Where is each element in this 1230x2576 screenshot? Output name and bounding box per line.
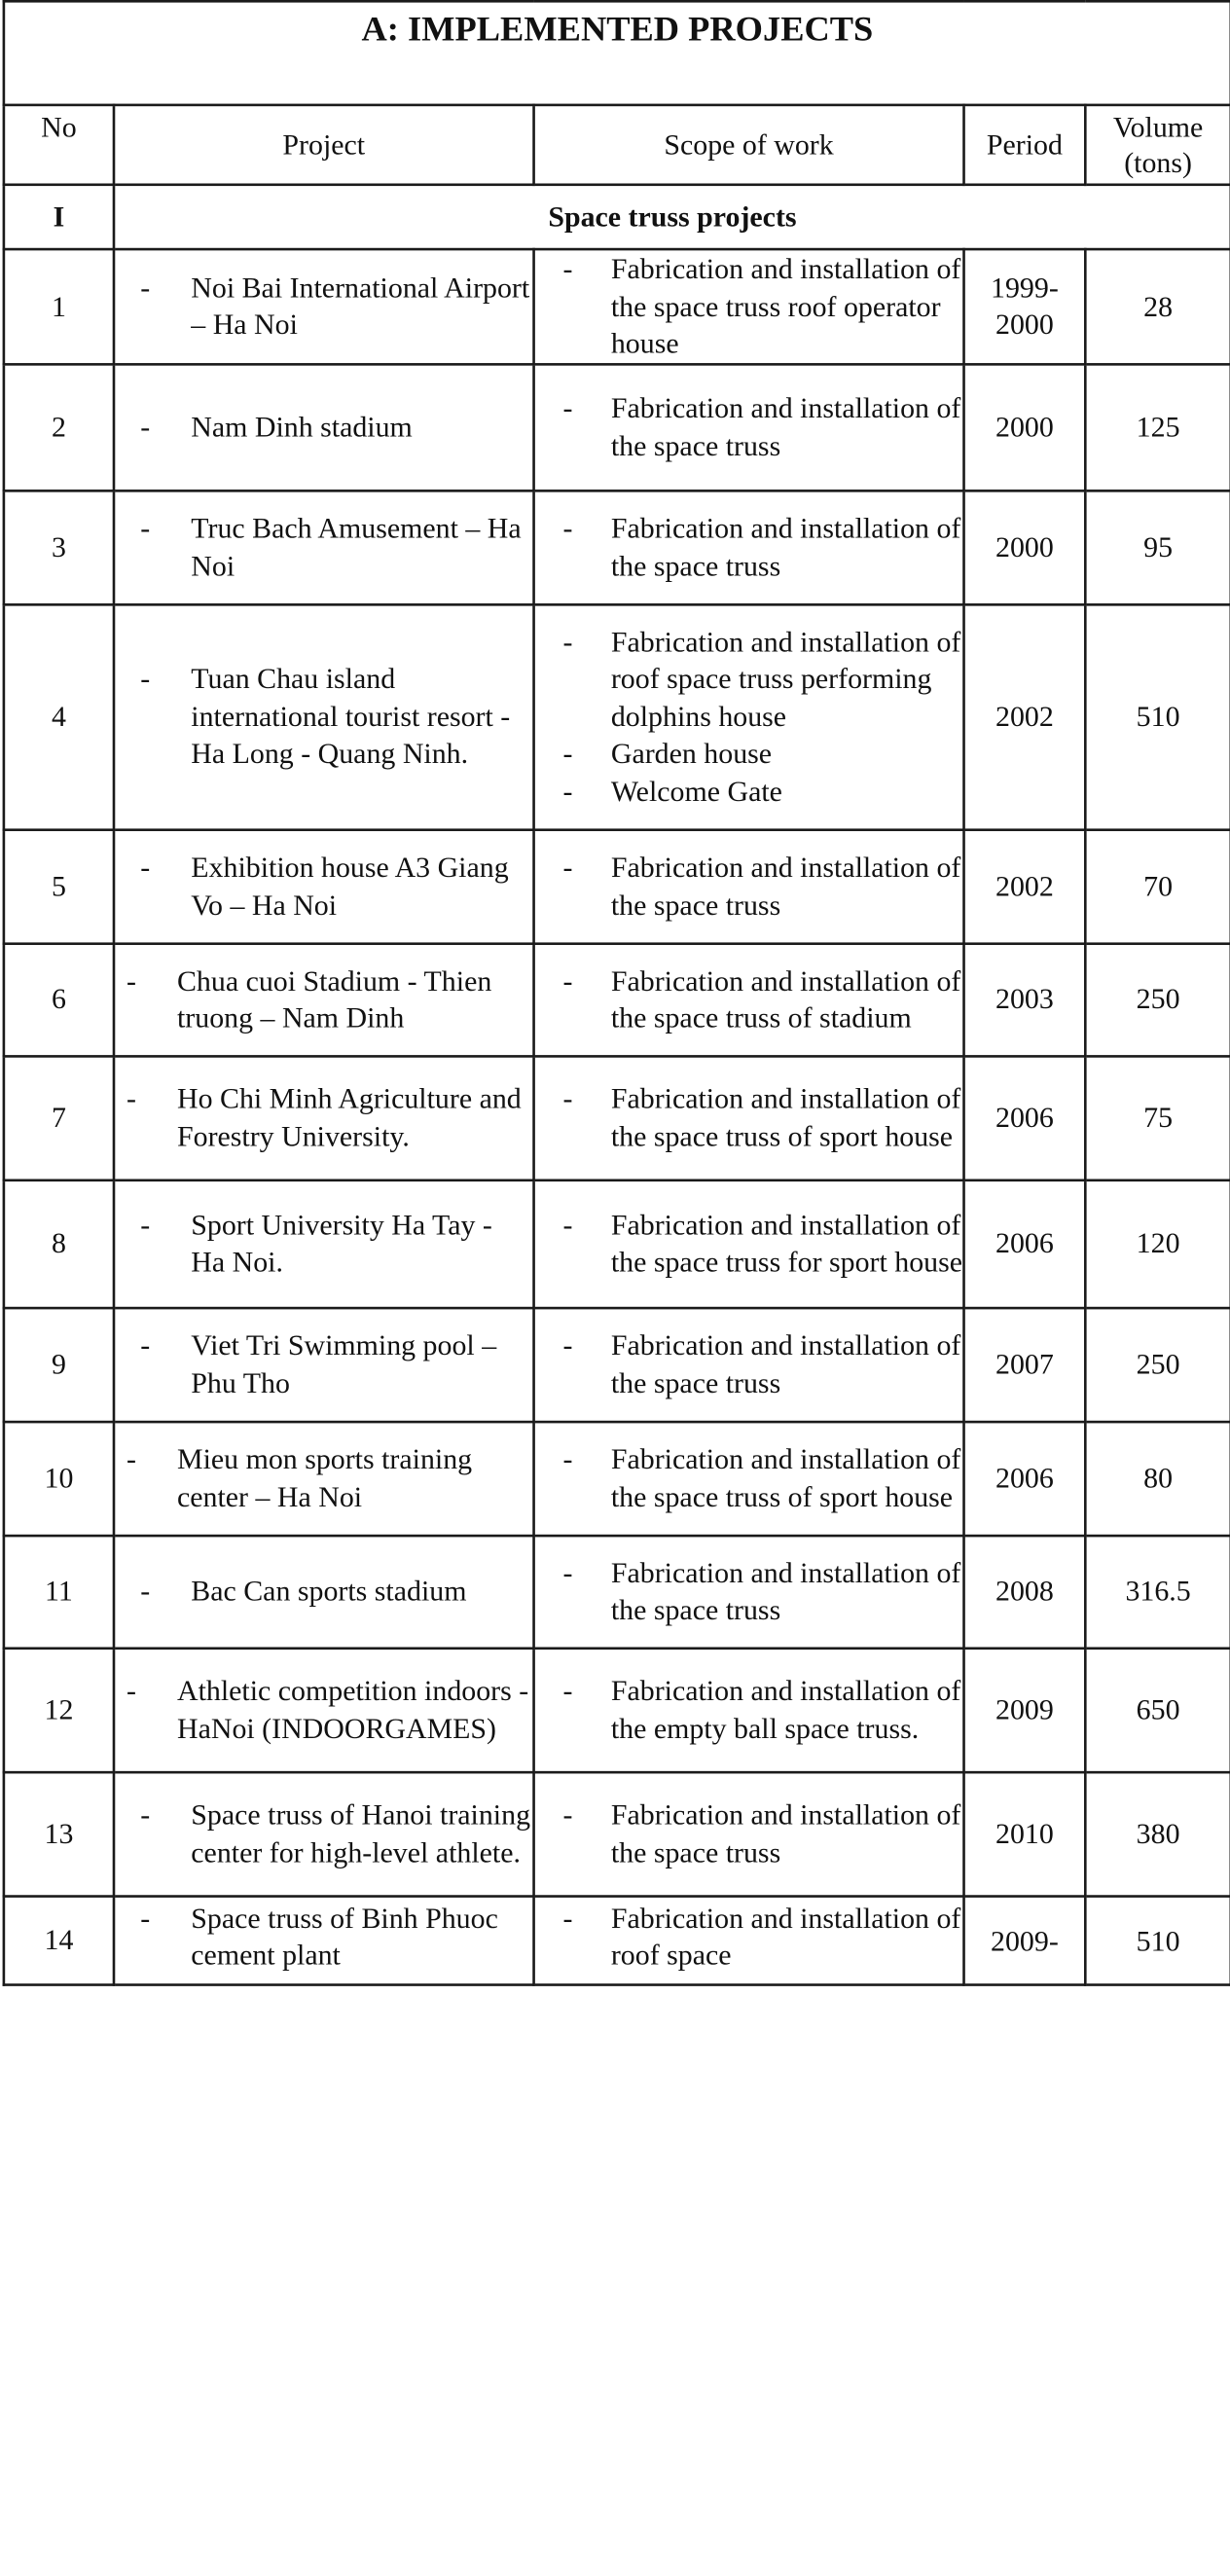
table-row bbox=[4, 604, 1230, 829]
project-cell bbox=[114, 1056, 534, 1179]
scope-item: Fabrication and installation of the space truss bbox=[610, 851, 961, 921]
volume-cell: 75 bbox=[1085, 1056, 1230, 1179]
volume-cell: 70 bbox=[1085, 829, 1230, 943]
row-number: 6 bbox=[4, 943, 114, 1056]
project-name: Tuan Chau island international tourist resort - Ha Long - Quang Ninh. bbox=[191, 663, 511, 770]
project-cell bbox=[114, 1421, 534, 1535]
project-cell bbox=[114, 1896, 534, 1984]
project-cell bbox=[114, 1179, 534, 1307]
scope-item: Fabrication and installation of the space truss bbox=[610, 1556, 961, 1626]
scope-item: Fabrication and installation of the space truss bbox=[610, 512, 961, 582]
header-no: No bbox=[4, 105, 114, 185]
period-cell: 2002 bbox=[964, 604, 1086, 829]
period-cell: 1999-2000 bbox=[964, 249, 1086, 364]
scope-item: Fabrication and installation of the space truss bbox=[610, 1329, 961, 1399]
row-number: 8 bbox=[4, 1179, 114, 1307]
table-row bbox=[4, 1179, 1230, 1307]
table-row bbox=[4, 943, 1230, 1056]
table-row bbox=[4, 829, 1230, 943]
header-volume bbox=[1085, 105, 1230, 185]
bullet-dash: - bbox=[126, 1082, 136, 1115]
table-row bbox=[4, 249, 1230, 364]
row-number: 10 bbox=[4, 1421, 114, 1535]
volume-cell: 28 bbox=[1085, 249, 1230, 364]
scope-cell bbox=[534, 249, 964, 364]
scope-item: Fabrication and installation of the space truss of stadium bbox=[610, 964, 961, 1034]
volume-cell: 95 bbox=[1085, 490, 1230, 604]
bullet-dash: - bbox=[126, 1443, 136, 1475]
table-row bbox=[4, 1421, 1230, 1535]
volume-cell: 125 bbox=[1085, 364, 1230, 490]
bullet-dash: - bbox=[140, 1329, 151, 1361]
row-number: 2 bbox=[4, 364, 114, 490]
table-row bbox=[4, 490, 1230, 604]
scope-cell bbox=[534, 1535, 964, 1648]
table-title: A: IMPLEMENTED PROJECTS bbox=[361, 10, 874, 50]
header-project: Project bbox=[114, 105, 534, 185]
row-number: 3 bbox=[4, 490, 114, 604]
project-name: Sport University Ha Tay - Ha Noi. bbox=[191, 1209, 492, 1278]
bullet-dash: - bbox=[140, 1902, 151, 1934]
volume-cell: 316.5 bbox=[1085, 1535, 1230, 1648]
project-cell bbox=[114, 490, 534, 604]
bullet-dash: - bbox=[562, 1675, 573, 1707]
volume-cell: 120 bbox=[1085, 1179, 1230, 1307]
period-cell: 2000 bbox=[964, 490, 1086, 604]
header-period: Period bbox=[964, 105, 1086, 185]
project-cell bbox=[114, 604, 534, 829]
bullet-dash: - bbox=[140, 512, 151, 544]
bullet-dash: - bbox=[562, 1443, 573, 1475]
project-name: Noi Bai International Airport – Ha Noi bbox=[191, 272, 530, 341]
bullet-dash: - bbox=[140, 851, 151, 884]
bullet-dash: - bbox=[562, 1209, 573, 1241]
bullet-dash: - bbox=[562, 1902, 573, 1934]
table-row bbox=[4, 1056, 1230, 1179]
scope-cell bbox=[534, 1648, 964, 1771]
section-number: I bbox=[4, 185, 114, 249]
row-number: 12 bbox=[4, 1648, 114, 1771]
bullet-dash: - bbox=[562, 252, 573, 285]
scope-cell bbox=[534, 604, 964, 829]
bullet-dash: - bbox=[126, 1675, 136, 1707]
bullet-dash: - bbox=[562, 1329, 573, 1361]
period-cell: 2002 bbox=[964, 829, 1086, 943]
bullet-dash: - bbox=[562, 1798, 573, 1831]
row-number: 4 bbox=[4, 604, 114, 829]
scope-item: Fabrication and installation of the space truss roof operator house bbox=[610, 252, 961, 360]
scope-item: Fabrication and installation of roof space bbox=[610, 1902, 961, 1972]
bullet-dash: - bbox=[562, 391, 573, 424]
scope-cell bbox=[534, 1772, 964, 1896]
volume-cell: 380 bbox=[1085, 1772, 1230, 1896]
project-name: Bac Can sports stadium bbox=[191, 1575, 467, 1608]
table-body bbox=[4, 249, 1230, 1984]
scope-cell bbox=[534, 829, 964, 943]
project-cell bbox=[114, 1535, 534, 1648]
table-title-cell bbox=[4, 1, 1230, 105]
table-row bbox=[4, 1772, 1230, 1896]
scope-item: Fabrication and installation of roof space truss performing dolphins house bbox=[610, 626, 961, 733]
bullet-dash: - bbox=[562, 626, 573, 658]
bullet-dash: - bbox=[140, 663, 151, 695]
bullet-dash: - bbox=[562, 851, 573, 884]
scope-cell bbox=[534, 1896, 964, 1984]
table-row bbox=[4, 1896, 1230, 1984]
scope-item: Fabrication and installation of the space truss of sport house bbox=[610, 1443, 961, 1513]
scope-item: Fabrication and installation of the empty ball space truss. bbox=[610, 1675, 961, 1744]
scope-cell bbox=[534, 490, 964, 604]
volume-cell: 250 bbox=[1085, 1307, 1230, 1421]
bullet-dash: - bbox=[140, 1798, 151, 1831]
bullet-dash: - bbox=[562, 1556, 573, 1589]
project-cell bbox=[114, 364, 534, 490]
bullet-dash: - bbox=[140, 1575, 151, 1608]
header-volume-label: Volume (tons) bbox=[1112, 110, 1204, 178]
project-cell bbox=[114, 1307, 534, 1421]
bullet-dash: - bbox=[562, 775, 573, 808]
project-cell bbox=[114, 1648, 534, 1771]
project-name: Exhibition house A3 Giang Vo – Ha Noi bbox=[191, 851, 509, 921]
scope-item: Garden house bbox=[610, 738, 773, 770]
row-number: 11 bbox=[4, 1535, 114, 1648]
row-number: 13 bbox=[4, 1772, 114, 1896]
scope-item: Fabrication and installation of the space truss for sport house bbox=[610, 1209, 963, 1278]
scope-cell bbox=[534, 1421, 964, 1535]
volume-cell: 650 bbox=[1085, 1648, 1230, 1771]
project-name: Space truss of Hanoi training center for high-level athlete. bbox=[191, 1798, 531, 1869]
project-cell bbox=[114, 1772, 534, 1896]
implemented-projects-table bbox=[3, 0, 1230, 1985]
project-cell bbox=[114, 249, 534, 364]
period-cell: 2000 bbox=[964, 364, 1086, 490]
period-cell: 2009 bbox=[964, 1648, 1086, 1771]
period-cell: 2003 bbox=[964, 943, 1086, 1056]
period-cell: 2008 bbox=[964, 1535, 1086, 1648]
bullet-dash: - bbox=[562, 512, 573, 544]
period-cell: 2006 bbox=[964, 1179, 1086, 1307]
period-cell: 2006 bbox=[964, 1056, 1086, 1179]
row-number: 14 bbox=[4, 1896, 114, 1984]
project-name: Space truss of Binh Phuoc cement plant bbox=[191, 1902, 498, 1972]
project-name: Mieu mon sports training center – Ha Noi bbox=[176, 1443, 473, 1513]
scope-item: Fabrication and installation of the space truss bbox=[610, 1798, 961, 1869]
bullet-dash: - bbox=[126, 964, 136, 997]
scope-cell bbox=[534, 943, 964, 1056]
project-cell bbox=[114, 943, 534, 1056]
scope-item: Fabrication and installation of the space truss of sport house bbox=[610, 1082, 961, 1152]
bullet-dash: - bbox=[140, 411, 151, 443]
period-cell: 2007 bbox=[964, 1307, 1086, 1421]
header-scope: Scope of work bbox=[534, 105, 964, 185]
bullet-dash: - bbox=[562, 738, 573, 770]
table-row bbox=[4, 1535, 1230, 1648]
table-row bbox=[4, 1648, 1230, 1771]
bullet-dash: - bbox=[562, 964, 573, 997]
scope-cell bbox=[534, 1056, 964, 1179]
project-name: Ho Chi Minh Agriculture and Forestry University. bbox=[176, 1082, 522, 1152]
bullet-dash: - bbox=[562, 1082, 573, 1115]
volume-cell: 510 bbox=[1085, 604, 1230, 829]
project-cell bbox=[114, 829, 534, 943]
row-number: 9 bbox=[4, 1307, 114, 1421]
row-number: 1 bbox=[4, 249, 114, 364]
section-row bbox=[4, 185, 1230, 249]
scope-cell bbox=[534, 364, 964, 490]
bullet-dash: - bbox=[140, 272, 151, 304]
bullet-dash: - bbox=[140, 1209, 151, 1241]
header-row bbox=[4, 105, 1230, 185]
scope-item: Welcome Gate bbox=[610, 775, 782, 808]
period-cell: 2010 bbox=[964, 1772, 1086, 1896]
table-row bbox=[4, 364, 1230, 490]
scope-cell bbox=[534, 1307, 964, 1421]
scope-item: Fabrication and installation of the space truss bbox=[610, 391, 961, 461]
row-number: 7 bbox=[4, 1056, 114, 1179]
period-cell: 2006 bbox=[964, 1421, 1086, 1535]
project-name: Nam Dinh stadium bbox=[191, 411, 413, 443]
project-name: Viet Tri Swimming pool – Phu Tho bbox=[191, 1329, 497, 1399]
scope-cell bbox=[534, 1179, 964, 1307]
project-name: Truc Bach Amusement – Ha Noi bbox=[191, 512, 522, 582]
row-number: 5 bbox=[4, 829, 114, 943]
table-row bbox=[4, 1307, 1230, 1421]
project-name: Athletic competition indoors - HaNoi (INDOORGAMES) bbox=[176, 1675, 529, 1744]
section-label: Space truss projects bbox=[114, 185, 1230, 249]
project-name: Chua cuoi Stadium - Thien truong – Nam Dinh bbox=[176, 964, 492, 1034]
volume-cell: 250 bbox=[1085, 943, 1230, 1056]
volume-cell: 510 bbox=[1085, 1896, 1230, 1984]
period-cell: 2009- bbox=[964, 1896, 1086, 1984]
volume-cell: 80 bbox=[1085, 1421, 1230, 1535]
